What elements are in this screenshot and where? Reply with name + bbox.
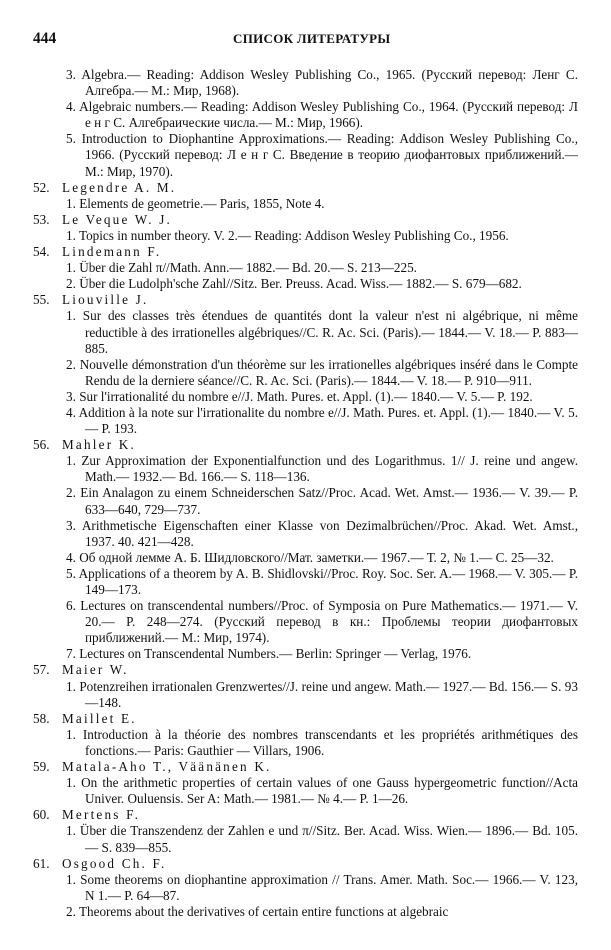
reference-entry: 1. Potenzreihen irrationalen Grenzwertes//J. reine und angew. Math.— 1927.— Bd. 156.— S. 93—148. [66, 678, 578, 710]
author-name: Legendre A. M. [62, 179, 177, 195]
author-heading [33, 759, 578, 775]
reference-entry: 6. Lectures on transcendental numbers//Proc. of Symposia on Pure Mathematics.— 1971.— V. 20.— P. 248—274. (Русский перевод в кн.: Проблемы теории диофантовых приближений.— М.: Мир, 1974). [66, 598, 578, 646]
reference-entry: 2. Theorems about the derivatives of certain entire functions at algebraic [66, 903, 449, 919]
reference-entry: 4. Об одной лемме А. Б. Шидловского//Мат. заметки.— 1967.— Т. 2, № 1.— С. 25—32. [66, 549, 554, 565]
author-heading [33, 180, 578, 196]
author-number: 59. [33, 759, 50, 775]
reference-entry: 1. Über die Zahl π//Math. Ann.— 1882.— Bd. 20.— S. 213—225. [66, 260, 417, 276]
author-heading [33, 212, 578, 228]
reference-entry: 3. Sur l'irrationalité du nombre e//J. Math. Pures. et. Appl. (1).— 1840.— V. 5.— P. 192. [66, 388, 533, 404]
author-heading [33, 292, 578, 308]
author-heading [33, 662, 578, 678]
page-number: 444 [33, 30, 57, 47]
author-name: Mahler K. [62, 437, 136, 453]
author-name: Matala-Aho T., Väänänen K. [62, 759, 272, 775]
reference-entry: 1. Topics in number theory. V. 2.— Reading: Addison Wesley Publishing Co., 1956. [66, 227, 509, 243]
author-name: Lindemann F. [62, 244, 162, 260]
author-name: Le Veque W. J. [62, 211, 173, 227]
reference-entry: 4. Addition à la note sur l'irrationalite du nombre e//J. Math. Pures. et. Appl. (1).— 1840.— V. 5.— P. 193. [66, 404, 578, 437]
reference-entry: 1. Some theorems on diophantine approximation // Trans. Amer. Math. Soc.— 1966.— V. 123, N 1.— P. 64—87. [66, 871, 578, 903]
author-heading [33, 437, 578, 453]
author-number: 57. [33, 662, 50, 678]
reference-entry: 5. Introduction to Diophantine Approximations.— Reading: Addison Wesley Publishing Co., 1966. (Русский перевод: Л е н г С. Введение в теорию диофантовых приближений.— М.: Мир, 1970). [66, 131, 578, 179]
author-heading [33, 244, 578, 260]
author-number: 56. [33, 437, 50, 453]
reference-entry: 2. Ein Analagon zu einem Schneiderschen Satz//Proc. Acad. Wet. Amst.— 1936.— V. 39.— P. 633—640, 729—737. [66, 485, 578, 517]
author-number: 61. [33, 855, 50, 871]
author-number: 52. [33, 179, 50, 195]
reference-entry: 3. Algebra.— Reading: Addison Wesley Publishing Co., 1965. (Русский перевод: Ленг С. Алгебра.— М.: Мир, 1968). [66, 67, 578, 99]
author-number: 54. [33, 244, 50, 260]
reference-entry: 5. Applications of a theorem by A. B. Shidlovski//Proc. Roy. Soc. Ser. A.— 1968.— V. 305.— P. 149—173. [66, 565, 578, 597]
page-header [33, 30, 578, 52]
author-heading [33, 711, 578, 727]
reference-entry: 1. On the arithmetic properties of certain values of one Gauss hypergeometric function//Acta Univer. Ouluensis. Ser A: Math.— 1981.— № 4.— P. 1—26. [66, 775, 578, 807]
reference-entry: 1. Introduction à la théorie des nombres transcendants et les propriétés arithmétiques des fonctions.— Paris: Gauthier — Villars, 1906. [66, 726, 578, 758]
reference-entry: 2. Nouvelle démonstration d'un théorème sur les irrationelles algébriques inséré dans le Compte Rendu de la derniere séance//C. R. Ac. Sci. (Paris).— 1844.— V. 18.— P. 910—911. [66, 356, 578, 388]
reference-entry: 2. Über die Ludolph'sche Zahl//Sitz. Ber. Preuss. Acad. Wiss.— 1882.— S. 679—682. [66, 276, 522, 292]
author-heading [33, 856, 578, 872]
reference-entry: 3. Arithmetische Eigenschaften einer Klasse von Dezimalbrüchen//Proc. Akad. Wet. Amst., 1937. 40. 421—428. [66, 517, 578, 549]
author-number: 58. [33, 710, 50, 726]
author-number: 60. [33, 807, 50, 823]
author-name: Maier W. [62, 662, 129, 678]
reference-entry: 1. Zur Approximation der Exponentialfunction und des Logarithmus. 1// J. reine und angew. Math.— 1932.— Bd. 166.— S. 118—136. [66, 453, 578, 485]
author-name: Maillet E. [62, 710, 137, 726]
author-name: Osgood Ch. F. [62, 855, 167, 871]
reference-entry: 4. Algebraic numbers.— Reading: Addison Wesley Publishing Co., 1964. (Русский перевод: Л е н г С. Алгебраические числа.— М.: Мир, 1966). [66, 99, 578, 131]
author-heading [33, 807, 578, 823]
running-head: СПИСОК ЛИТЕРАТУРЫ [233, 31, 391, 46]
bibliography-list [33, 67, 578, 920]
reference-entry: 7. Lectures on Transcendental Numbers.— Berlin: Springer — Verlag, 1976. [66, 646, 472, 662]
reference-entry: 1. Elements de geometrie.— Paris, 1855, Note 4. [66, 195, 325, 211]
reference-entry: 1. Über die Transzendenz der Zahlen e und π//Sitz. Ber. Acad. Wiss. Wien.— 1896.— Bd. 105.— S. 839—855. [66, 823, 578, 855]
author-number: 53. [33, 211, 50, 227]
reference-entry: 1. Sur des classes très étendues de quantités dont la valeur n'est ni algébrique, ni même reductible à des irrationelles algébriques//C. R. Ac. Sci. (Paris).— 1844.— V. 18.— P. 883—885. [66, 308, 578, 356]
author-name: Liouville J. [62, 292, 149, 308]
author-name: Mertens F. [62, 807, 141, 823]
author-number: 55. [33, 292, 50, 308]
